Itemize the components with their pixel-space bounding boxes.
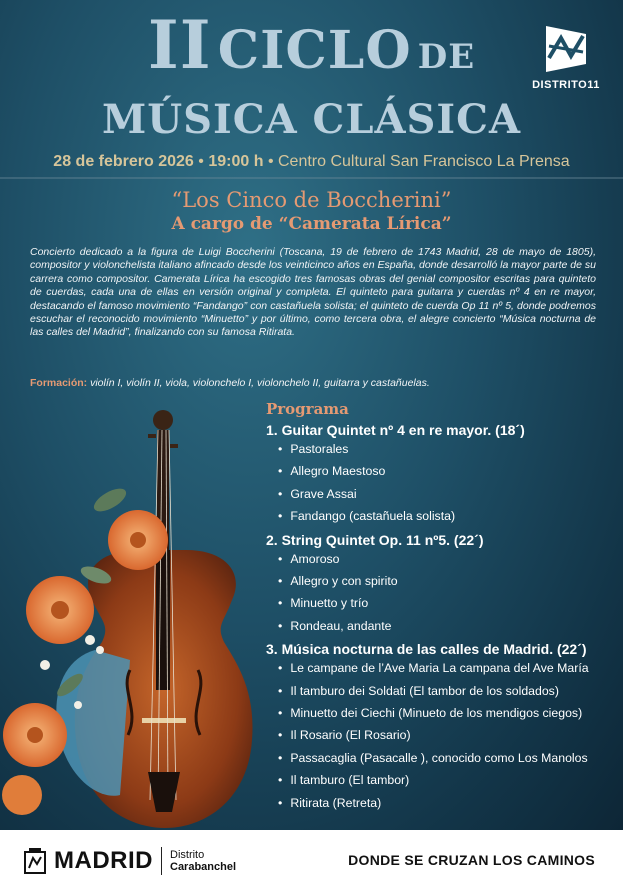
concert-ensemble: A cargo de “Camerata Lírica”: [171, 214, 452, 234]
list-item: • Allegro y con spirito: [278, 570, 616, 592]
madrid-wordmark: MADRID: [54, 847, 153, 874]
list-item: • Le campane de l’Ave Maria La campana del Ave María: [278, 657, 616, 679]
madrid-crest-icon: [24, 848, 46, 874]
title-numeral: II: [147, 6, 212, 84]
distrito-name: Carabanchel: [170, 861, 237, 873]
footer-slogan: DONDE SE CRUZAN LOS CAMINOS: [348, 852, 595, 868]
list-item: • Grave Assai: [278, 483, 616, 505]
madrid-logo: [24, 847, 236, 875]
distrito-word: Distrito: [170, 849, 205, 861]
list-item: • Allegro Maestoso: [278, 460, 616, 482]
formacion: [30, 377, 430, 389]
formacion-text: violín I, violín II, viola, violonchelo I, violonchelo II, guitarra y castañuelas.: [87, 377, 430, 389]
distrito11-emblem-icon: [541, 26, 591, 72]
programa-title: Programa: [266, 400, 349, 418]
title-word-de: DE: [417, 37, 476, 77]
list-item: • Il tamburo dei Soldati (El tambor de los soldados): [278, 680, 616, 702]
divider: [161, 847, 162, 875]
list-item: • Il Rosario (El Rosario): [278, 724, 616, 746]
separator: •: [267, 153, 274, 170]
movement-list: [266, 657, 616, 814]
distrito-label: [170, 849, 236, 873]
work-title: 1. Guitar Quintet nº 4 en re mayor. (18´): [266, 422, 525, 438]
title-word-ciclo: CICLO: [217, 20, 412, 81]
movement-list: [266, 438, 616, 528]
list-item: • Minuetto y trío: [278, 592, 616, 614]
violin-flowers-illustration: [0, 400, 280, 830]
list-item: • Passacaglia (Pasacalle ), conocido como Los Manolos: [278, 747, 616, 769]
distrito11-logo: [530, 26, 602, 91]
formacion-label: Formación:: [30, 377, 88, 389]
movement-list: [266, 548, 616, 638]
divider: [0, 177, 623, 179]
footer: [0, 830, 623, 885]
event-date: 28 de febrero 2026: [53, 153, 194, 170]
separator: •: [198, 153, 204, 170]
event-time: 19:00 h: [208, 153, 264, 170]
distrito11-label: DISTRITO11: [532, 79, 600, 91]
work-title: 2. String Quintet Op. 11 nº5. (22´): [266, 531, 484, 548]
work-title: 3. Música nocturna de las calles de Madrid. (22´): [266, 641, 587, 658]
concert-description: Concierto dedicado a la figura de Luigi Boccherini (Toscana, 19 de febrero de 1743 Madrid, 28 de mayo de 1805), compositor y violonchelista italiano afincado desde los veinticinco años en España, donde desarrolló la mayor parte de su carrera como compositor. Camerata Lírica ha escogido tres famosas obras del genial compositor escritas para quinteto de cuerdas, cada una de ellas en versión original y completa. El quinteto para guitarra y cuerdas nº 4 en re mayor, destacando el famoso movimiento “Fandango” con castañuela solista; el quinteto de cuerda Op 11 nº 5, donde podremos escuchar el reconocido movimiento “Minuetto” y por último, como tercera obra, el alegre concierto “Música nocturna de las calles del Madrid”, finalizando con su famosa Ritirata.: [30, 246, 596, 339]
list-item: • Fandango (castañuela solista): [278, 505, 616, 527]
event-dateline: [0, 153, 623, 171]
list-item: • Rondeau, andante: [278, 615, 616, 637]
list-item: • Pastorales: [278, 438, 616, 460]
concert-name: “Los Cinco de Boccherini”: [171, 188, 452, 212]
list-item: • Ritirata (Retreta): [278, 792, 616, 814]
programa: [266, 400, 616, 814]
event-venue: Centro Cultural San Francisco La Prensa: [278, 153, 570, 170]
list-item: • Il tamburo (El tambor): [278, 769, 616, 791]
list-item: • Amoroso: [278, 548, 616, 570]
title-line-2: MÚSICA CLÁSICA: [101, 96, 522, 143]
list-item: • Minuetto dei Ciechi (Minueto de los mendigos ciegos): [278, 702, 616, 724]
